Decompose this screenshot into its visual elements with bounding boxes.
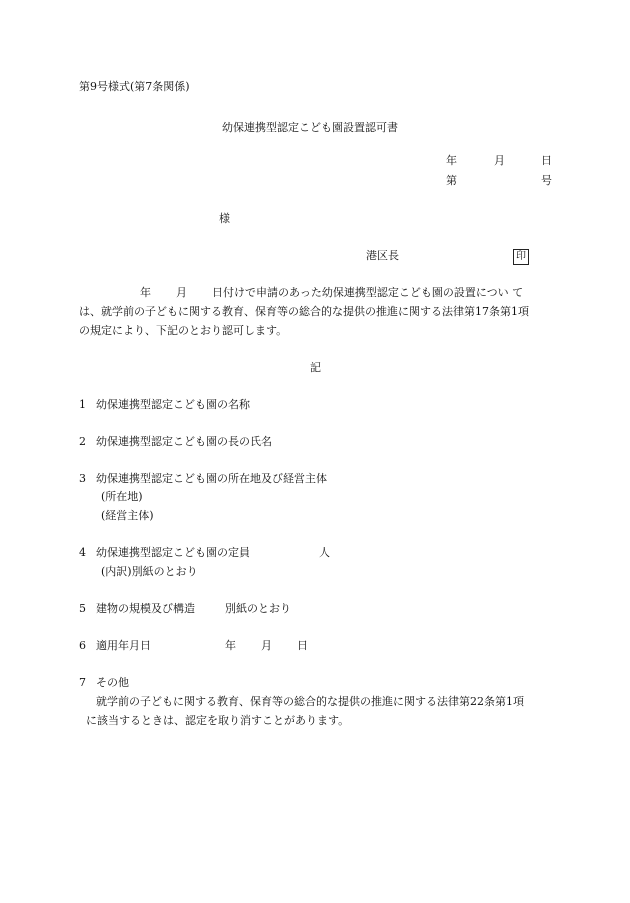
item-5-label: 建物の規模及び構造 (96, 602, 195, 615)
item-4-breakdown: (内訳)別紙のとおり (101, 565, 198, 578)
item-1-label: 幼保連携型認定こども園の名称 (96, 398, 250, 411)
addressee-suffix: 様 (219, 212, 230, 225)
date-year-label: 年 (446, 154, 457, 167)
item-7-number: 7 (79, 676, 86, 689)
body-line-1: 日付けで申請のあった幼保連携型認定こども園の設置につい て (212, 286, 524, 299)
item-6-month-label: 月 (261, 639, 272, 652)
doc-number-prefix: 第 (446, 174, 457, 187)
ki-heading: 記 (310, 361, 321, 374)
seal-stamp: 印 (513, 249, 529, 265)
doc-number-suffix: 号 (541, 174, 552, 187)
item-5-number: 5 (79, 602, 86, 615)
item-3-number: 3 (79, 472, 86, 485)
body-line-2: は、就学前の子どもに関する教育、保育等の総合的な提供の推進に関する法律第17条第1項 (79, 305, 529, 318)
item-6-day-label: 日 (297, 639, 308, 652)
date-day-label: 日 (541, 154, 552, 167)
item-6-year-label: 年 (225, 639, 236, 652)
item-7-text-line-1: 就学前の子どもに関する教育、保育等の総合的な提供の推進に関する法律第22条第1項 (96, 695, 524, 708)
item-2-number: 2 (79, 435, 86, 448)
issuer-name: 港区長 (366, 249, 399, 262)
date-month-label: 月 (494, 154, 505, 167)
item-1-number: 1 (79, 398, 86, 411)
item-4-label: 幼保連携型認定こども園の定員 (96, 546, 250, 559)
item-6-number: 6 (79, 639, 86, 652)
item-5-value: 別紙のとおり (225, 602, 291, 615)
body-line-3: の規定により、下記のとおり認可します。 (79, 324, 288, 337)
item-7-text-line-2: に該当するときは、認定を取り消すことがあります。 (86, 714, 350, 727)
item-3-label: 幼保連携型認定こども園の所在地及び経営主体 (96, 472, 327, 485)
item-2-label: 幼保連携型認定こども園の長の氏名 (96, 435, 272, 448)
item-7-label: その他 (96, 676, 129, 689)
item-4-unit: 人 (319, 546, 330, 559)
item-6-label: 適用年月日 (96, 639, 151, 652)
body-month-label: 月 (176, 286, 187, 299)
item-3-operator-label: (経営主体) (101, 509, 154, 522)
item-4-number: 4 (79, 546, 86, 559)
document-title: 幼保連携型認定こども園設置認可書 (222, 121, 398, 134)
body-year-label: 年 (140, 286, 151, 299)
form-number: 第9号様式(第7条関係) (79, 80, 190, 93)
item-3-address-label: (所在地) (101, 490, 143, 503)
